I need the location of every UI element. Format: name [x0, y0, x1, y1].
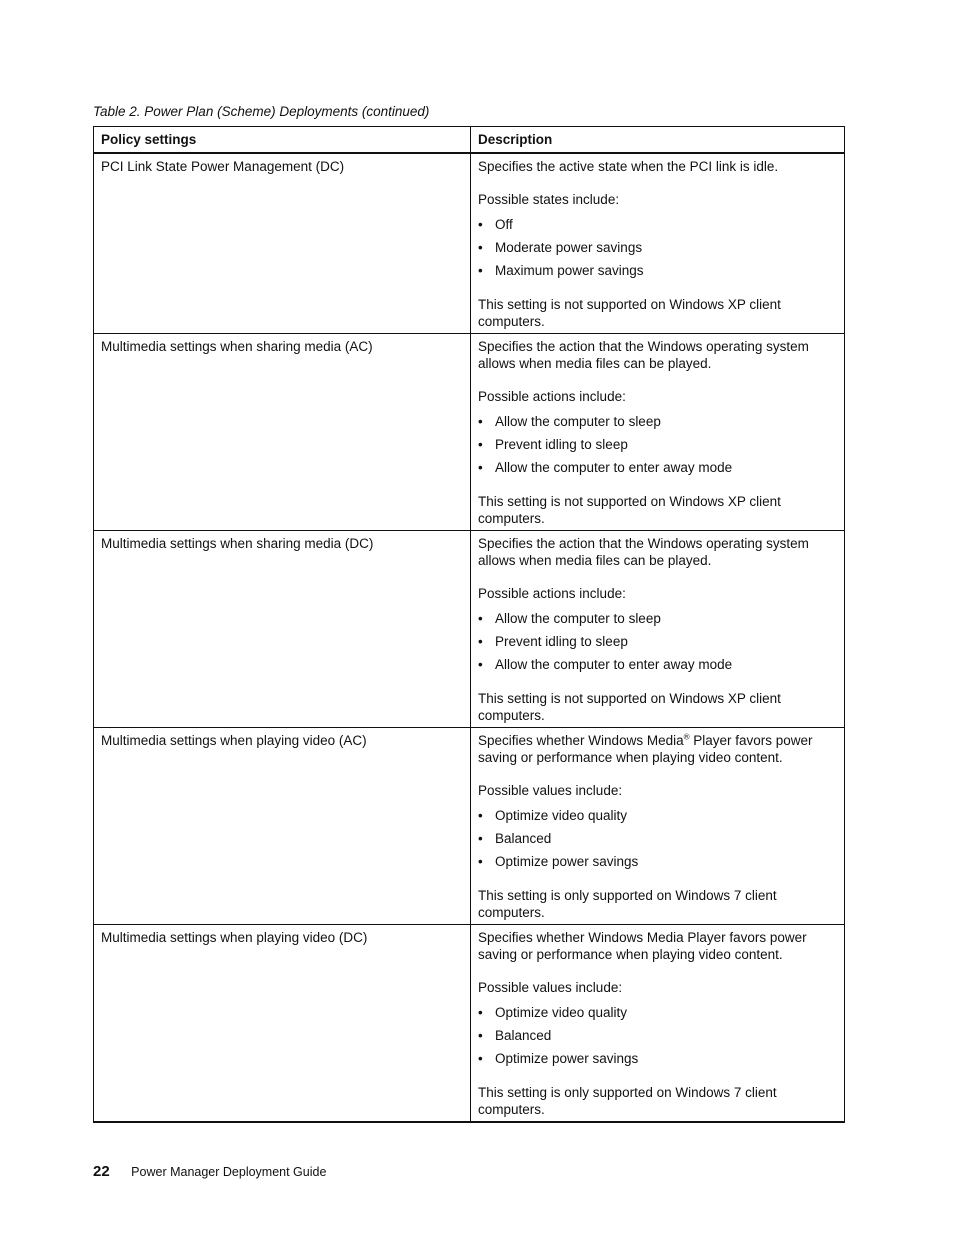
possible-options-label: Possible values include:: [478, 980, 623, 995]
table-row: [94, 334, 845, 531]
header-description: Description: [471, 127, 845, 154]
policy-setting-cell: PCI Link State Power Management (DC): [94, 153, 471, 334]
list-item: • Balanced: [478, 830, 837, 847]
description-intro: [478, 158, 837, 175]
possible-options-label: Possible values include:: [478, 783, 623, 798]
support-note: This setting is not supported on Windows XP client computers.: [478, 691, 781, 723]
list-item: • Prevent idling to sleep: [478, 436, 837, 453]
options-list: [478, 216, 837, 279]
description-intro: [478, 535, 837, 569]
policy-setting-cell: Multimedia settings when sharing media (AC): [94, 334, 471, 531]
description-intro: [478, 732, 837, 766]
table-header-row: [94, 127, 845, 154]
list-item: • Maximum power savings: [478, 262, 837, 279]
policy-setting-cell: Multimedia settings when playing video (DC): [94, 925, 471, 1123]
description-intro-text: Specifies the action that the Windows operating system allows when media files can be played.: [478, 536, 809, 568]
description-intro: [478, 338, 837, 372]
options-list: [478, 1004, 837, 1067]
options-list: [478, 610, 837, 673]
possible-options-label: Possible states include:: [478, 192, 620, 207]
options-list: [478, 807, 837, 870]
list-item: • Allow the computer to enter away mode: [478, 656, 837, 673]
list-item: • Allow the computer to sleep: [478, 413, 837, 430]
description-cell: [471, 334, 845, 531]
description-intro-text: Specifies the action that the Windows operating system allows when media files can be played.: [478, 339, 809, 371]
options-list: [478, 413, 837, 476]
header-policy-settings: Policy settings: [94, 127, 471, 154]
list-item: • Allow the computer to enter away mode: [478, 459, 837, 476]
support-note: This setting is only supported on Windows 7 client computers.: [478, 1085, 777, 1117]
description-intro-text: Specifies the active state when the PCI link is idle.: [478, 159, 779, 174]
description-intro-text: Specifies whether Windows Media Player favors power saving or performance when playing video content.: [478, 930, 807, 962]
footer-title: Power Manager Deployment Guide: [131, 1165, 327, 1179]
list-item: • Optimize video quality: [478, 807, 837, 824]
registered-mark: ®: [683, 732, 690, 742]
possible-options-label: Possible actions include:: [478, 586, 626, 601]
list-item: • Optimize power savings: [478, 1050, 837, 1067]
list-item: • Allow the computer to sleep: [478, 610, 837, 627]
list-item: • Optimize power savings: [478, 853, 837, 870]
description-cell: [471, 531, 845, 728]
table-row: [94, 531, 845, 728]
list-item: • Optimize video quality: [478, 1004, 837, 1021]
policy-setting-cell: Multimedia settings when playing video (AC): [94, 728, 471, 925]
support-note: This setting is not supported on Windows XP client computers.: [478, 297, 781, 329]
description-intro-text-rest: Player favors power saving or performance when playing video content.: [478, 733, 813, 765]
description-cell: [471, 153, 845, 334]
description-cell: [471, 925, 845, 1123]
page-footer: [93, 1163, 326, 1180]
table-row: [94, 153, 845, 334]
table-row: [94, 925, 845, 1123]
policy-setting-cell: Multimedia settings when sharing media (DC): [94, 531, 471, 728]
support-note: This setting is only supported on Windows 7 client computers.: [478, 888, 777, 920]
table-caption: Table 2. Power Plan (Scheme) Deployments (continued): [93, 104, 430, 119]
description-cell: [471, 728, 845, 925]
table-row: [94, 728, 845, 925]
power-plan-table: [93, 126, 845, 1123]
list-item: • Balanced: [478, 1027, 837, 1044]
list-item: • Prevent idling to sleep: [478, 633, 837, 650]
list-item: • Off: [478, 216, 837, 233]
page-number: 22: [93, 1163, 110, 1180]
description-intro: [478, 929, 837, 963]
support-note: This setting is not supported on Windows XP client computers.: [478, 494, 781, 526]
description-intro-text: Specifies whether Windows Media: [478, 733, 684, 748]
possible-options-label: Possible actions include:: [478, 389, 626, 404]
list-item: • Moderate power savings: [478, 239, 837, 256]
